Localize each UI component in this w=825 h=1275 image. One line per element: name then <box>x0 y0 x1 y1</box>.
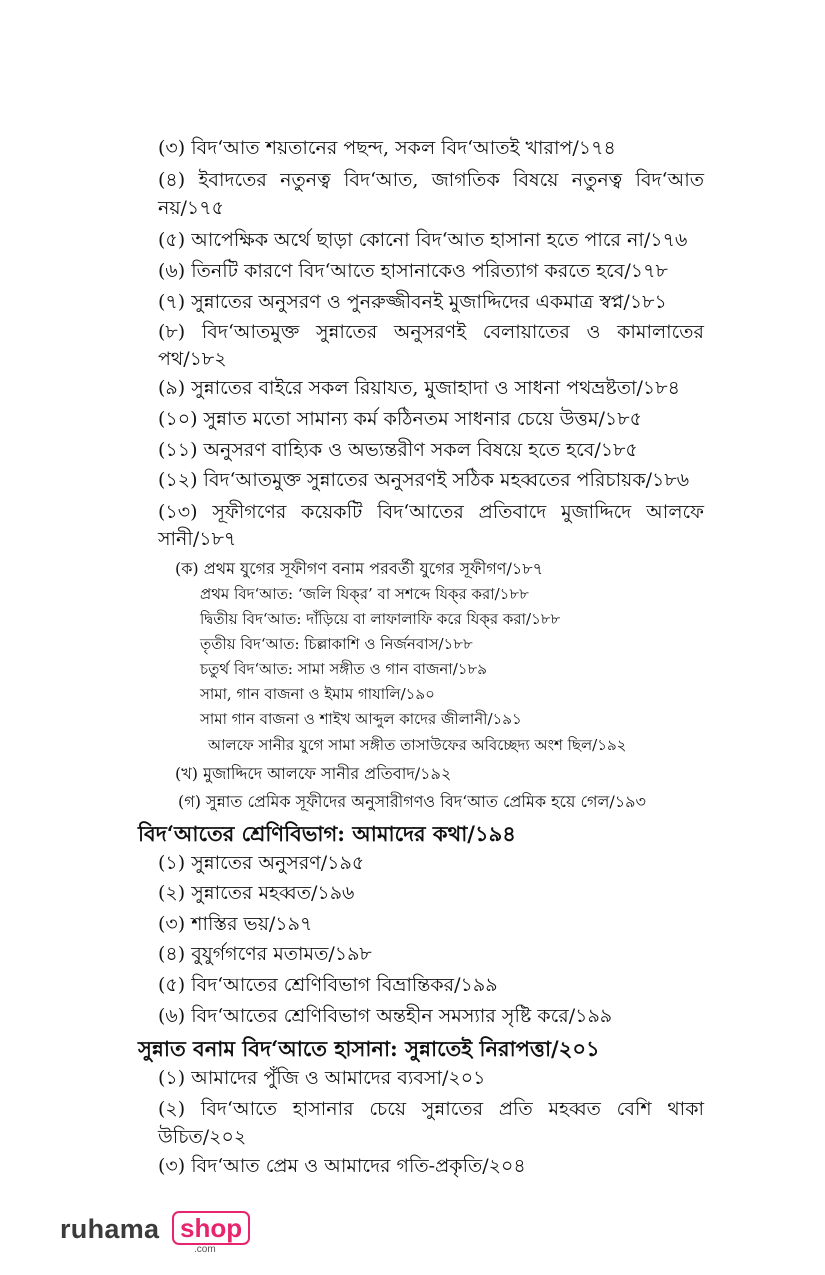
logo-name: ruhama <box>60 1214 160 1244</box>
toc-entry-continuation: সানী/১৮৭ <box>158 528 237 550</box>
logo-badge: shop <box>172 1211 250 1245</box>
toc-entry: (২) সুন্নাতের মহব্বত/১৯৬ <box>158 882 355 904</box>
toc-entry: (৬) তিনটি কারণে বিদ‘আতে হাসানাকেও পরিত্যাগ করতে হবে/১৭৮ <box>158 260 668 282</box>
toc-entry: (৭) সুন্নাতের অনুসরণ ও পুনরুজ্জীবনই মুজাদ্দিদের একমাত্র স্বপ্ন/১৮১ <box>158 291 667 313</box>
toc-entry: (৪) বুযুর্গগণের মতামত/১৯৮ <box>158 943 372 965</box>
toc-entry: (৩) বিদ‘আত প্রেম ও আমাদের গতি-প্রকৃতি/২০৪ <box>158 1155 526 1177</box>
toc-entry: (১) আমাদের পুঁজি ও আমাদের ব্যবসা/২০১ <box>158 1067 486 1089</box>
toc-entry: (১১) অনুসরণ বাহ্যিক ও অভ্যন্তরীণ সকল বিষয়ে হতে হবে/১৮৫ <box>158 439 638 461</box>
toc-subentry-item: সামা, গান বাজনা ও ইমাম গাযালি/১৯০ <box>200 685 435 703</box>
logo-domain: .com <box>194 1244 216 1255</box>
toc-subentry-item: চতুর্থ বিদ‘আত: সামা সঙ্গীত ও গান বাজনা/১৮৯ <box>200 660 487 678</box>
toc-entry-continuation: পথ/১৮২ <box>158 348 227 370</box>
toc-section-heading: সুন্নাত বনাম বিদ‘আতে হাসানা: সুন্নাতেই নিরাপত্তা/২০১ <box>138 1036 600 1061</box>
toc-entry: (৫) বিদ‘আতের শ্রেণিবিভাগ বিভ্রান্তিকর/১৯৯ <box>158 974 498 996</box>
toc-subentry: (ক) প্রথম যুগের সূফীগণ বনাম পরবর্তী যুগের সূফীগণ/১৮৭ <box>175 559 544 578</box>
toc-subentry-item: আলফে সানীর যুগে সামা সঙ্গীত তাসাউফের অবিচ্ছেদ্য অংশ ছিল/১৯২ <box>208 736 627 754</box>
toc-entry: (৫) আপেক্ষিক অর্থে ছাড়া কোনো বিদ‘আত হাসানা হতে পারে না/১৭৬ <box>158 229 688 251</box>
toc-subentry-item: তৃতীয় বিদ‘আত: চিল্লাকাশি ও নির্জনবাস/১৮৮ <box>200 635 473 653</box>
toc-entry: (৪) ইবাদতের নতুনত্ব বিদ‘আত, জাগতিক বিষয়ে নতুনত্ব বিদ‘আত <box>158 169 704 191</box>
toc-entry: (১০) সুন্নাত মতো সামান্য কর্ম কঠিনতম সাধনার চেয়ে উত্তম/১৮৫ <box>158 408 642 430</box>
toc-subentry: (গ) সুন্নাত প্রেমিক সূফীদের অনুসারীগণও বিদ‘আত প্রেমিক হয়ে গেল/১৯৩ <box>178 792 646 811</box>
toc-entry: (১২) বিদ‘আতমুক্ত সুন্নাতের অনুসরণই সঠিক মহব্বতের পরিচায়ক/১৮৬ <box>158 469 690 491</box>
toc-entry: (৩) বিদ‘আত শয়তানের পছন্দ, সকল বিদ‘আতই খারাপ/১৭৪ <box>158 137 616 159</box>
toc-entry: (৩) শাস্তির ভয়/১৯৭ <box>158 913 313 935</box>
toc-section-heading: বিদ‘আতের শ্রেণিবিভাগ: আমাদের কথা/১৯৪ <box>138 821 516 846</box>
toc-entry: (৮) বিদ‘আতমুক্ত সুন্নাতের অনুসরণই বেলায়াতের ও কামালাতের <box>158 321 704 343</box>
toc-entry: (৬) বিদ‘আতের শ্রেণিবিভাগ অন্তহীন সমস্যার সৃষ্টি করে/১৯৯ <box>158 1005 613 1027</box>
toc-entry-continuation: উচিত/২০২ <box>158 1126 247 1148</box>
toc-subentry-item: সামা গান বাজনা ও শাইখ আব্দুল কাদের জীলানী/১৯১ <box>200 710 522 728</box>
toc-subentry: (খ) মুজাদ্দিদে আলফে সানীর প্রতিবাদ/১৯২ <box>175 764 452 783</box>
toc-entry: (১) সুন্নাতের অনুসরণ/১৯৫ <box>158 852 365 874</box>
toc-entry: (২) বিদ‘আতে হাসানার চেয়ে সুন্নাতের প্রতি মহব্বত বেশি থাকা <box>158 1098 704 1120</box>
toc-entry: (১৩) সূফীগণের কয়েকটি বিদ‘আতের প্রতিবাদে মুজাদ্দিদে আলফে <box>158 501 704 523</box>
toc-entry-continuation: নয়/১৭৫ <box>158 197 224 219</box>
toc-entry: (৯) সুন্নাতের বাইরে সকল রিয়াযত, মুজাহাদা ও সাধনা পথভ্রষ্টতা/১৮৪ <box>158 377 680 399</box>
toc-subentry-item: দ্বিতীয় বিদ‘আত: দাঁড়িয়ে বা লাফালাফি করে যিক্‌র করা/১৮৮ <box>200 610 561 628</box>
toc-subentry-item: প্রথম বিদ‘আত: ‘জলি যিক্‌র’ বা সশব্দে যিক্‌র করা/১৮৮ <box>200 585 529 603</box>
